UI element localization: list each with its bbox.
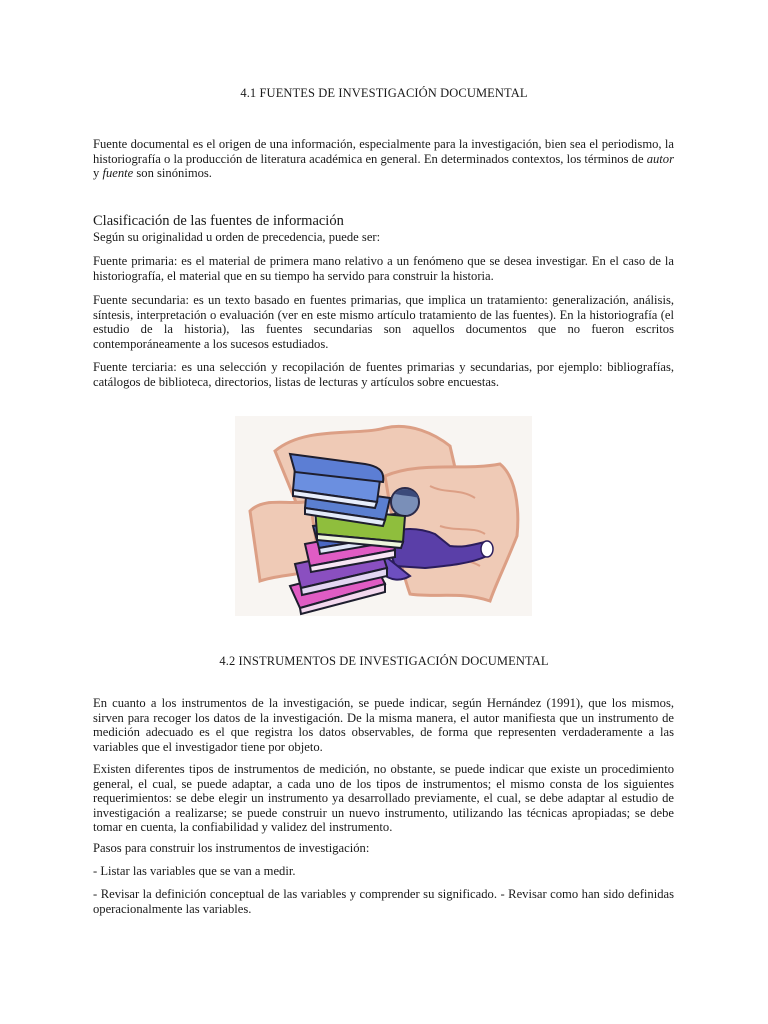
fuente-primaria-paragraph: Fuente primaria: es el material de primera mano relativo a un fenómeno que se desea investigar. En el caso de la historiografía, el material que en su tiempo ha servido para construir la historia.: [93, 254, 674, 283]
paso-revisar-definicion: - Revisar la definición conceptual de las variables y comprender su significado. - Revisar como han sido definidas operacionalmente las variables.: [93, 887, 674, 916]
section-title-fuentes: 4.1 FUENTES DE INVESTIGACIÓN DOCUMENTAL: [240, 86, 528, 100]
intro-text-part1: Fuente documental es el origen de una información, especialmente para la investigación, bien sea el periodismo, la historiografía o la producción de literatura académica en general. En determinados contextos, los términos de: [93, 137, 674, 166]
intro-paragraph: [93, 137, 674, 181]
term-autor: autor: [646, 151, 674, 166]
paso-listar-variables: - Listar las variables que se van a medir.: [93, 864, 296, 878]
fuente-secundaria-text: : es un texto basado en fuentes primarias, que implica un tratamiento: generalización, análisis, síntesis, interpretación o evaluación (ver en este mismo artículo tratamiento de las fuentes). En la historiografía (el estudio de la historia), las fuentes secundarias son aquellos documentos que no fueron escritos contemporáneamente a los sucesos estudiados.: [93, 293, 674, 351]
term-fuente: fuente: [102, 166, 134, 181]
intro-text-part2: son sinónimos.: [133, 166, 212, 181]
pasos-title: Pasos para construir los instrumentos de investigación:: [93, 841, 370, 855]
section-title-instrumentos: 4.2 INSTRUMENTOS DE INVESTIGACIÓN DOCUMENTAL: [219, 654, 549, 668]
classification-intro: Según su originalidad u orden de precedencia, puede ser:: [93, 230, 381, 244]
instrumentos-paragraph-2: Existen diferentes tipos de instrumentos de medición, no obstante, se puede indicar que existe un procedimiento general, el cual, se puede adaptar, a cada uno de los tipos de instrumentos; el mismo consta de los siguientes requerimientos: se debe elegir un instrumento ya desarrollado previamente, el cual, se debe adaptar al estudio de investigación a realizarse; se puede construir un nuevo instrumento, utilizando las técnicas apropiadas; se debe tomar en cuenta, la confiabilidad y validez del instrumento.: [93, 762, 674, 835]
books-illustration: [235, 416, 532, 616]
intro-text-and: y: [93, 166, 103, 181]
fuente-secundaria-paragraph: [93, 293, 674, 351]
instrumentos-paragraph-1: En cuanto a los instrumentos de la investigación, se puede indicar, según Hernández (1991), que los mismos, sirven para recoger los datos de la investigación. De la misma manera, el autor manifiesta que un instrumento de medición adecuado es el que registra los datos observables, de forma que representen verdaderamente a las variables que el investigador tiene por objeto.: [93, 696, 674, 754]
classification-title: Clasificación de las fuentes de información: [93, 213, 344, 229]
fuente-terciaria-paragraph: Fuente terciaria: es una selección y recopilación de fuentes primarias y secundarias, por ejemplo: bibliografías, catálogos de biblioteca, directorios, listas de lecturas y artículos sobre encuestas.: [93, 360, 674, 389]
books-reading-child-icon: [235, 416, 532, 616]
fuente-secundaria-lead: Fuente secundaria: [93, 293, 186, 307]
